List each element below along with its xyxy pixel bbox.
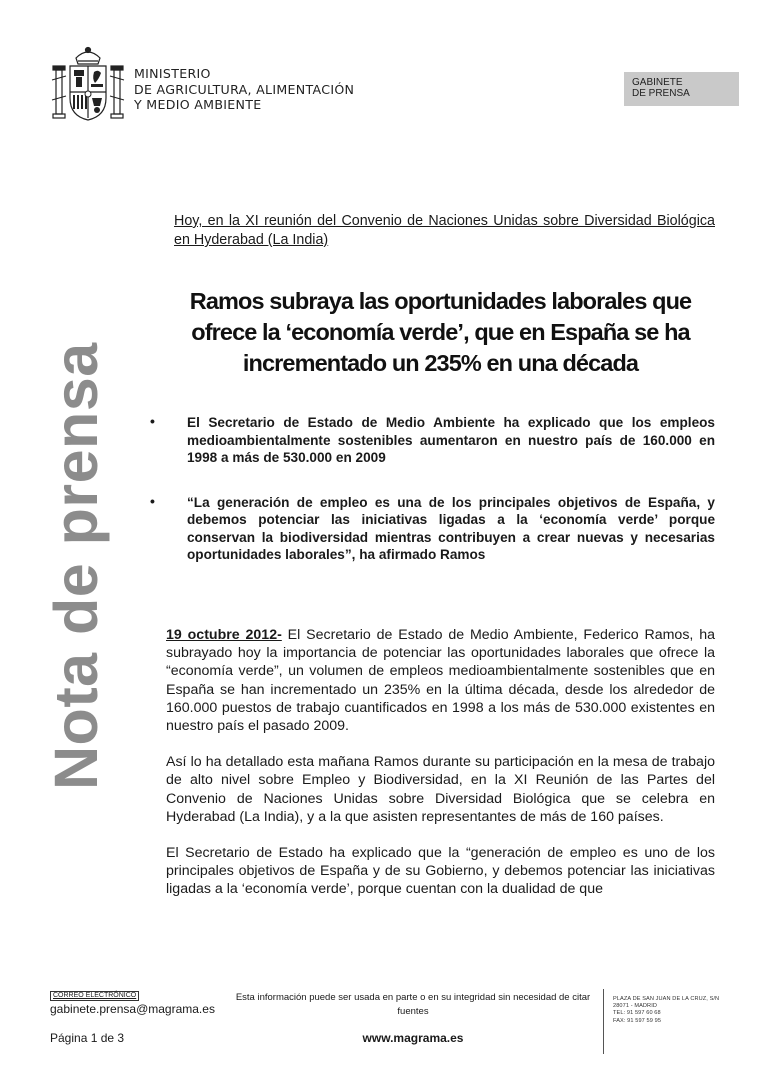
usage-notice: Esta información puede ser usada en parte o en su integridad sin necesidad de citar fuentes <box>235 992 591 1017</box>
body-paragraph <box>166 626 715 735</box>
office-address <box>613 996 719 1025</box>
website-link[interactable]: www.magrama.es <box>362 1031 464 1045</box>
gabinete-line: DE PRENSA <box>632 88 690 99</box>
email-label: CORREO ELECTRÓNICO <box>50 991 139 1001</box>
article-body <box>166 626 715 917</box>
ministry-line: DE AGRICULTURA, ALIMENTACIÓN <box>134 81 355 97</box>
footer-divider <box>603 989 604 1054</box>
ministry-line: MINISTERIO <box>134 66 211 81</box>
address-line: 28071 - MADRID <box>613 1003 657 1010</box>
bullet-icon: • <box>150 492 155 509</box>
gabinete-line: GABINETE <box>632 77 683 88</box>
release-date: 19 octubre 2012- <box>166 627 282 643</box>
gabinete-badge <box>624 72 739 106</box>
key-point-text: El Secretario de Estado de Medio Ambiente ha explicado que los empleos medioambientalmente sostenibles aumentaron en nuestro país de 160.000 en 1998 a más de 530.000 en 2009 <box>187 415 715 465</box>
headline: Ramos subraya las oportunidades laborales que ofrece la ‘economía verde’, que en España se ha incrementado un 235% en una década <box>189 288 692 376</box>
ministry-name <box>134 66 354 113</box>
press-note-side-label: Nota de prensa <box>42 342 110 790</box>
coat-of-arms-logo <box>50 44 126 124</box>
key-point <box>150 414 715 467</box>
page-number: Página 1 de 3 <box>50 1031 125 1045</box>
address-line: PLAZA DE SAN JUAN DE LA CRUZ, S/N <box>613 996 720 1002</box>
key-point <box>150 494 715 564</box>
bullet-icon: • <box>150 413 155 429</box>
paragraph-text: El Secretario de Estado de Medio Ambiente, Federico Ramos, ha subrayado hoy la importancia de potenciar las oportunidades laborales que ofrece la “economía verde”, un volumen de empleos medioambientalmente sostenibles que en España se han incrementado un 235% en la última década, desde los alrededor de 160.000 puestos de trabajo cuantificados en 1998 a los más de 530.000 existentes en nuestro país el pasado 2009. <box>166 627 715 735</box>
event-subtitle: Hoy, en la XI reunión del Convenio de Naciones Unidas sobre Diversidad Biológica en Hyderabad (La India) <box>174 213 715 248</box>
ministry-line: Y MEDIO AMBIENTE <box>134 97 262 112</box>
key-point-text: “La generación de empleo es una de los principales objetivos de España, y debemos potenciar las iniciativas ligadas a la ‘economía verde’ porque conservan la biodiversidad mientras contribuyen a crear nuevas y necesarias oportunidades laborales”, ha afirmado Ramos <box>187 494 715 562</box>
body-paragraph: El Secretario de Estado ha explicado que la “generación de empleo es uno de los principales objetivos de España y de su Gobierno, y debemos potenciar las iniciativas ligadas a la ‘economía verde’, porque cuentan con la dualidad de que <box>166 845 715 898</box>
address-line: FAX: 91 597 59 95 <box>613 1017 662 1024</box>
body-paragraph: Así lo ha detallado esta mañana Ramos durante su participación en la mesa de trabajo de alto nivel sobre Empleo y Biodiversidad, en la XI Reunión de las Partes del Convenio de Naciones Unidas sobre Diversidad Biológica que se celebra en Hyderabad (La India), y a la que asisten representantes de más de 160 países. <box>166 754 715 825</box>
contact-email[interactable]: gabinete.prensa@magrama.es <box>50 1002 215 1016</box>
address-line: TEL: 91 597 60 68 <box>613 1010 661 1017</box>
key-points-list <box>150 414 715 591</box>
